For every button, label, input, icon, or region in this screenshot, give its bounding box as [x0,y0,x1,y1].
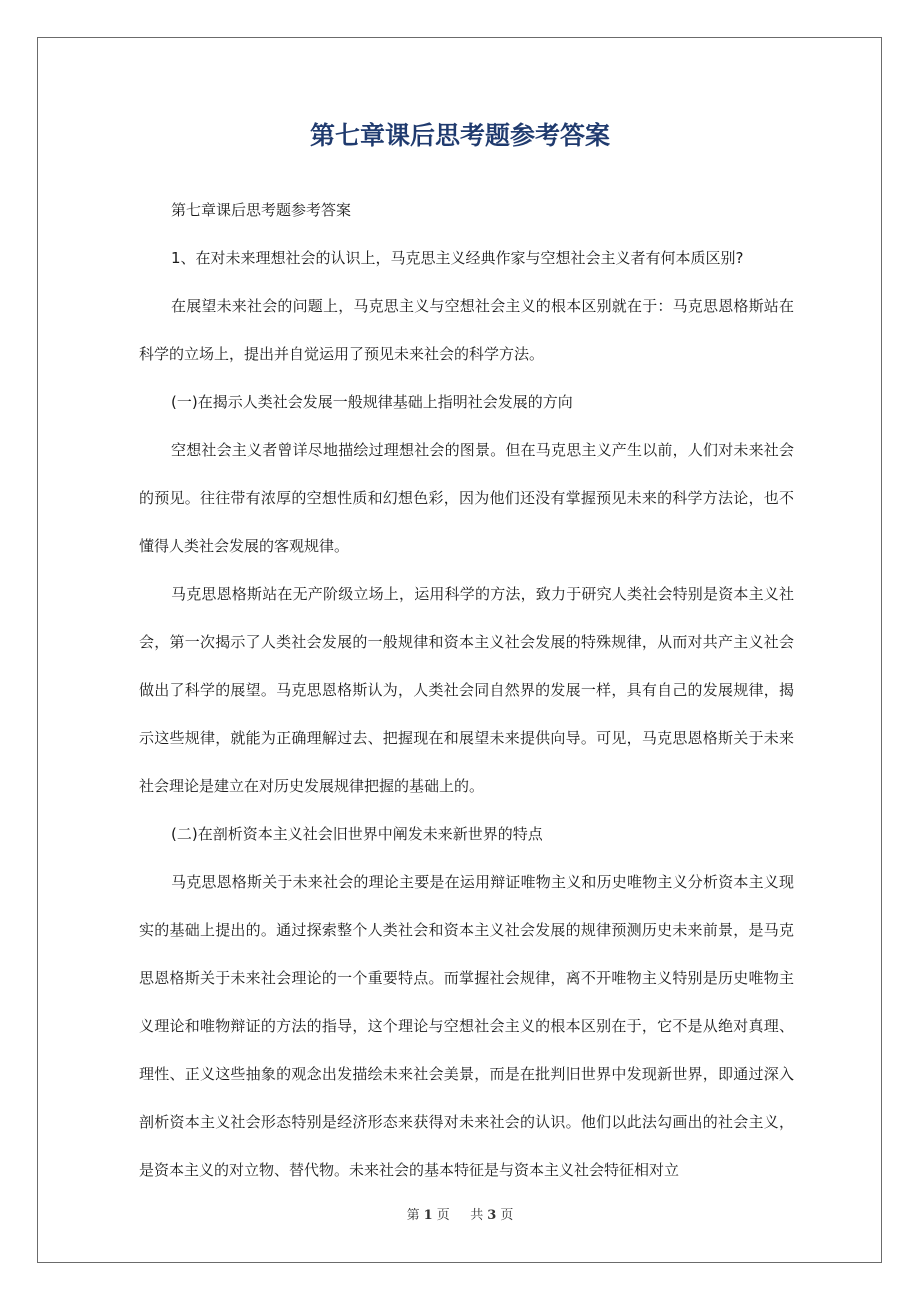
paragraph-subtitle: 第七章课后思考题参考答案 [171,201,352,219]
page-footer [0,1204,920,1223]
page-prefix: 第 [406,1208,420,1223]
paragraph-question-1: 1、在对未来理想社会的认识上，马克思主义经典作家与空想社会主义者有何本质区别? [171,249,744,267]
section-heading-1: (一)在揭示人类社会发展一般规律基础上指明社会发展的方向 [171,393,573,411]
document-title: 第七章课后思考题参考答案 [309,121,610,150]
total-unit: 页 [500,1208,514,1223]
total-pages: 3 [487,1208,497,1223]
paragraph-answer-intro: 在展望未来社会的问题上，马克思主义与空想社会主义的根本区别就在于：马克思恩格斯站在科学的立场上，提出并自觉运用了预见未来社会的科学方法。 [139,297,794,363]
section-heading-2: (二)在剖析资本主义社会旧世界中阐发未来新世界的特点 [171,825,543,843]
paragraph-marx-engels-method: 马克思恩格斯站在无产阶级立场上，运用科学的方法，致力于研究人类社会特别是资本主义社会，第一次揭示了人类社会发展的一般规律和资本主义社会发展的特殊规律，从而对共产主义社会做出了科学的展望。马克思恩格斯认为，人类社会同自然界的发展一样，具有自己的发展规律，揭示这些规律，就能为正确理解过去、把握现在和展望未来提供向导。可见，马克思恩格斯关于未来社会理论是建立在对历史发展规律把握的基础上的。 [139,585,794,795]
paragraph-utopian: 空想社会主义者曾详尽地描绘过理想社会的图景。但在马克思主义产生以前，人们对未来社会的预见。往往带有浓厚的空想性质和幻想色彩，因为他们还没有掌握预见未来的科学方法论，也不懂得人类社会发展的客观规律。 [139,441,794,555]
page-unit: 页 [436,1208,450,1223]
paragraph-future-society-theory: 马克思恩格斯关于未来社会的理论主要是在运用辩证唯物主义和历史唯物主义分析资本主义现实的基础上提出的。通过探索整个人类社会和资本主义社会发展的规律预测历史未来前景，是马克思恩格斯关于未来社会理论的一个重要特点。而掌握社会规律，离不开唯物主义特别是历史唯物主义理论和唯物辩证的方法的指导，这个理论与空想社会主义的根本区别在于，它不是从绝对真理、理性、正义这些抽象的观念出发描绘未来社会美景，而是在批判旧世界中发现新世界，即通过深入剖析资本主义社会形态特别是经济形态来获得对未来社会的认识。他们以此法勾画出的社会主义，是资本主义的对立物、替代物。未来社会的基本特征是与资本主义社会特征相对立 [139,873,794,1179]
total-prefix: 共 [470,1208,484,1223]
page-number: 1 [423,1208,433,1223]
document-body [139,186,794,1194]
